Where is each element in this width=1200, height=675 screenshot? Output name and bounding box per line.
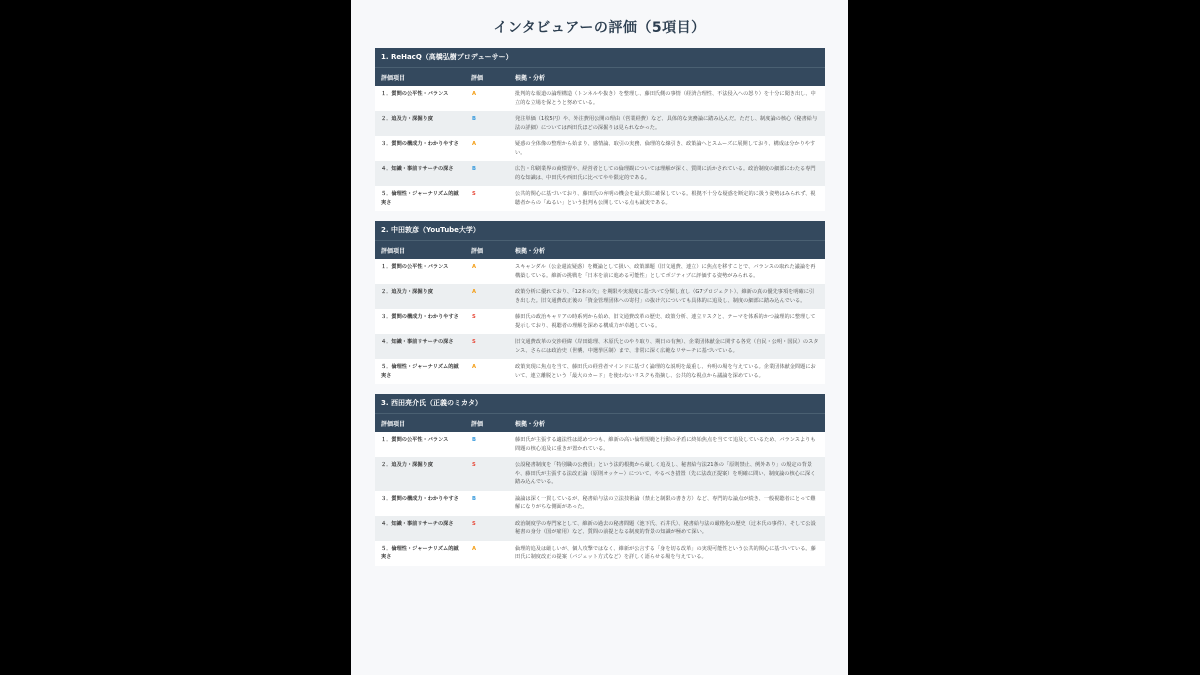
column-header-grade: 評価 xyxy=(465,414,509,433)
criterion-label: １．質問の公平性・バランス xyxy=(375,86,465,111)
grade-badge: B xyxy=(465,432,509,457)
column-header-basis: 根拠・分析 xyxy=(509,414,825,433)
column-header-item: 評価項目 xyxy=(375,68,465,87)
grade-badge: A xyxy=(465,259,509,284)
criterion-label: ５．倫理性・ジャーナリズム的誠実さ xyxy=(375,541,465,566)
grade-badge: A xyxy=(465,541,509,566)
criterion-label: ４．知識・事前リサーチの深さ xyxy=(375,334,465,359)
column-header-item: 評価項目 xyxy=(375,241,465,260)
table-row xyxy=(375,186,825,211)
grade-badge: S xyxy=(465,457,509,491)
table-row xyxy=(375,516,825,541)
table-row xyxy=(375,359,825,384)
interviewer-section xyxy=(375,394,825,566)
evaluation-table xyxy=(375,67,825,211)
evaluation-table xyxy=(375,413,825,566)
table-row xyxy=(375,259,825,284)
basis-text: 政策分析に優れており、「12本の矢」を期限や実現度に基づいて分類し直し（G7プロジェクト）、維新の真の優先事項を明確に引き出した。旧文通費改正後の「資金管理団体への寄付」の抜け穴についても具体的に追及し、制度の細部に踏み込んでいる。 xyxy=(509,284,825,309)
criterion-label: ２．追及力・深掘り度 xyxy=(375,284,465,309)
table-row xyxy=(375,491,825,516)
basis-text: 広告・印刷業界の商慣習や、経営者としての倫理観については理解が深く、質問に活かされている。政治制度の細部にわたる専門的な知識は、中田氏や西田氏に比べてやや限定的である。 xyxy=(509,161,825,186)
basis-text: スキャンダル（公金還流疑惑）を概論として扱い、政策課題（旧文通費、連立）に焦点を移すことで、バランスの取れた議論を再構築している。維新の挑戦を「日本を前に進める可能性」としてポジティブに評価する姿勢がみられる。 xyxy=(509,259,825,284)
evaluation-table xyxy=(375,240,825,384)
column-header-item: 評価項目 xyxy=(375,414,465,433)
basis-text: 公設秘書制度を「特別職の公務員」という法的根拠から厳しく追及し、秘書給与法21条の「原則禁止、例外あり」の規定の背景や、藤田氏が主張する法改正論（原則オッケー）について、やるべき措置（先に法改正提案）を明確に問い、制度論の核心に深く踏み込んでいる。 xyxy=(509,457,825,491)
criterion-label: ３．質問の構成力・わかりやすさ xyxy=(375,309,465,334)
table-row xyxy=(375,111,825,136)
column-header-grade: 評価 xyxy=(465,68,509,87)
basis-text: 政策実現に焦点を当て、藤田氏の経営者マインドに基づく論理的な説明を最重し、弁明の場を与えている。企業団体献金問題において、連立離脱という「最大のカード」を使わないリスクも指摘し、公共的な視点から議論を深めている。 xyxy=(509,359,825,384)
basis-text: 論論は深く一貫しているが、秘書給与法の立法技術論（禁止と制限の書き方）など、専門的な論点が続き、一般視聴者にとって難解になりがちな側面があった。 xyxy=(509,491,825,516)
table-row xyxy=(375,309,825,334)
table-header-row xyxy=(375,68,825,87)
basis-text: 倫理的追及は厳しいが、個人攻撃ではなく、維新が公言する「身を切る改革」の実現可能性という公共的関心に基づいている。藤田氏に制度改正の提案（バジェット方式など）を詳しく語らせる場を与えている。 xyxy=(509,541,825,566)
section-heading: 2. 中田敦彦（YouTube大学） xyxy=(375,221,825,240)
interviewer-section xyxy=(375,48,825,211)
table-row xyxy=(375,432,825,457)
basis-text: 発注単価（1枚5円）や、外注費用公開の理由（営業経費）など、具体的な実務論に踏み込んだ。ただし、制度論の核心（秘書給与法の詳細）については西田氏ほどの深掘りは見られなかった。 xyxy=(509,111,825,136)
basis-text: 疑惑の全体像の整理から始まり、感情論、取引の実務、倫理的な線引き、政策論へとスムーズに展開しており、構成は分かりやすい。 xyxy=(509,136,825,161)
basis-text: 旧文通費改革の交渉経緯（岸田総理、木原氏とのやり取り、期日の有無）、企業団体献金に関する各党（自民・公明・国民）のスタンス、さらには政治史（世襲、中選挙区制）まで、非常に深く広範なリサーチに基づいている。 xyxy=(509,334,825,359)
table-header-row xyxy=(375,414,825,433)
grade-badge: A xyxy=(465,136,509,161)
grade-badge: B xyxy=(465,491,509,516)
section-heading: 1. ReHacQ（高橋弘樹プロデューサー） xyxy=(375,48,825,67)
grade-badge: S xyxy=(465,516,509,541)
section-heading: 3. 西田亮介氏（正義のミカタ） xyxy=(375,394,825,413)
page-title: インタビュアーの評価（5項目） xyxy=(493,20,706,36)
criterion-label: ５．倫理性・ジャーナリズム的誠実さ xyxy=(375,359,465,384)
table-row xyxy=(375,334,825,359)
criterion-label: ２．追及力・深掘り度 xyxy=(375,457,465,491)
basis-text: 公共的関心に基づいており、藤田氏の弁明の機会を最大限に確保している。根拠不十分な疑惑を断定的に扱う姿勢はみられず、視聴者からの「ぬるい」という批判も公開している点も誠実である。 xyxy=(509,186,825,211)
table-row xyxy=(375,457,825,491)
column-header-basis: 根拠・分析 xyxy=(509,241,825,260)
grade-badge: B xyxy=(465,161,509,186)
criterion-label: ２．追及力・深掘り度 xyxy=(375,111,465,136)
criterion-label: ３．質問の構成力・わかりやすさ xyxy=(375,491,465,516)
grade-badge: S xyxy=(465,334,509,359)
criterion-label: ４．知識・事前リサーチの深さ xyxy=(375,161,465,186)
grade-badge: A xyxy=(465,284,509,309)
document-page xyxy=(351,0,848,675)
table-row xyxy=(375,136,825,161)
basis-text: 藤田氏が主張する適法性は認めつつも、維新の高い倫理規範と行動の矛盾に終始焦点を当てて追及しているため、バランスよりも問題の核心追及に重きが置かれている。 xyxy=(509,432,825,457)
table-row xyxy=(375,161,825,186)
criterion-label: ３．質問の構成力・わかりやすさ xyxy=(375,136,465,161)
criterion-label: ４．知識・事前リサーチの深さ xyxy=(375,516,465,541)
grade-badge: A xyxy=(465,359,509,384)
table-row xyxy=(375,541,825,566)
table-row xyxy=(375,86,825,111)
table-header-row xyxy=(375,241,825,260)
column-header-grade: 評価 xyxy=(465,241,509,260)
criterion-label: ５．倫理性・ジャーナリズム的誠実さ xyxy=(375,186,465,211)
criterion-label: １．質問の公平性・バランス xyxy=(375,432,465,457)
table-row xyxy=(375,284,825,309)
criterion-label: １．質問の公平性・バランス xyxy=(375,259,465,284)
basis-text: 批判的な報道の論理構造（トンネルや抜き）を整理し、藤田氏側の事情（経済合理性、不法侵入への怒り）を十分に聞き出し、中立的な立場を保とうと努めている。 xyxy=(509,86,825,111)
grade-badge: A xyxy=(465,86,509,111)
basis-text: 政治制度学の専門家として、維新の過去の秘書問題（池下氏、石井氏）、秘書給与法の厳格化の歴史（辻本氏の事件）、そして公設秘書の身分（国が雇用）など、質問の前提となる制度的背景の知識が極めて深い。 xyxy=(509,516,825,541)
interviewer-section xyxy=(375,221,825,384)
grade-badge: S xyxy=(465,309,509,334)
column-header-basis: 根拠・分析 xyxy=(509,68,825,87)
grade-badge: B xyxy=(465,111,509,136)
sections-container xyxy=(351,48,848,566)
grade-badge: S xyxy=(465,186,509,211)
basis-text: 藤田氏の政治キャリアの時系列から始め、旧文通費改革の歴史、政策分析、連立リスクと、テーマを体系的かつ論理的に整理して提示しており、視聴者の理解を深める構成力が卓越している。 xyxy=(509,309,825,334)
